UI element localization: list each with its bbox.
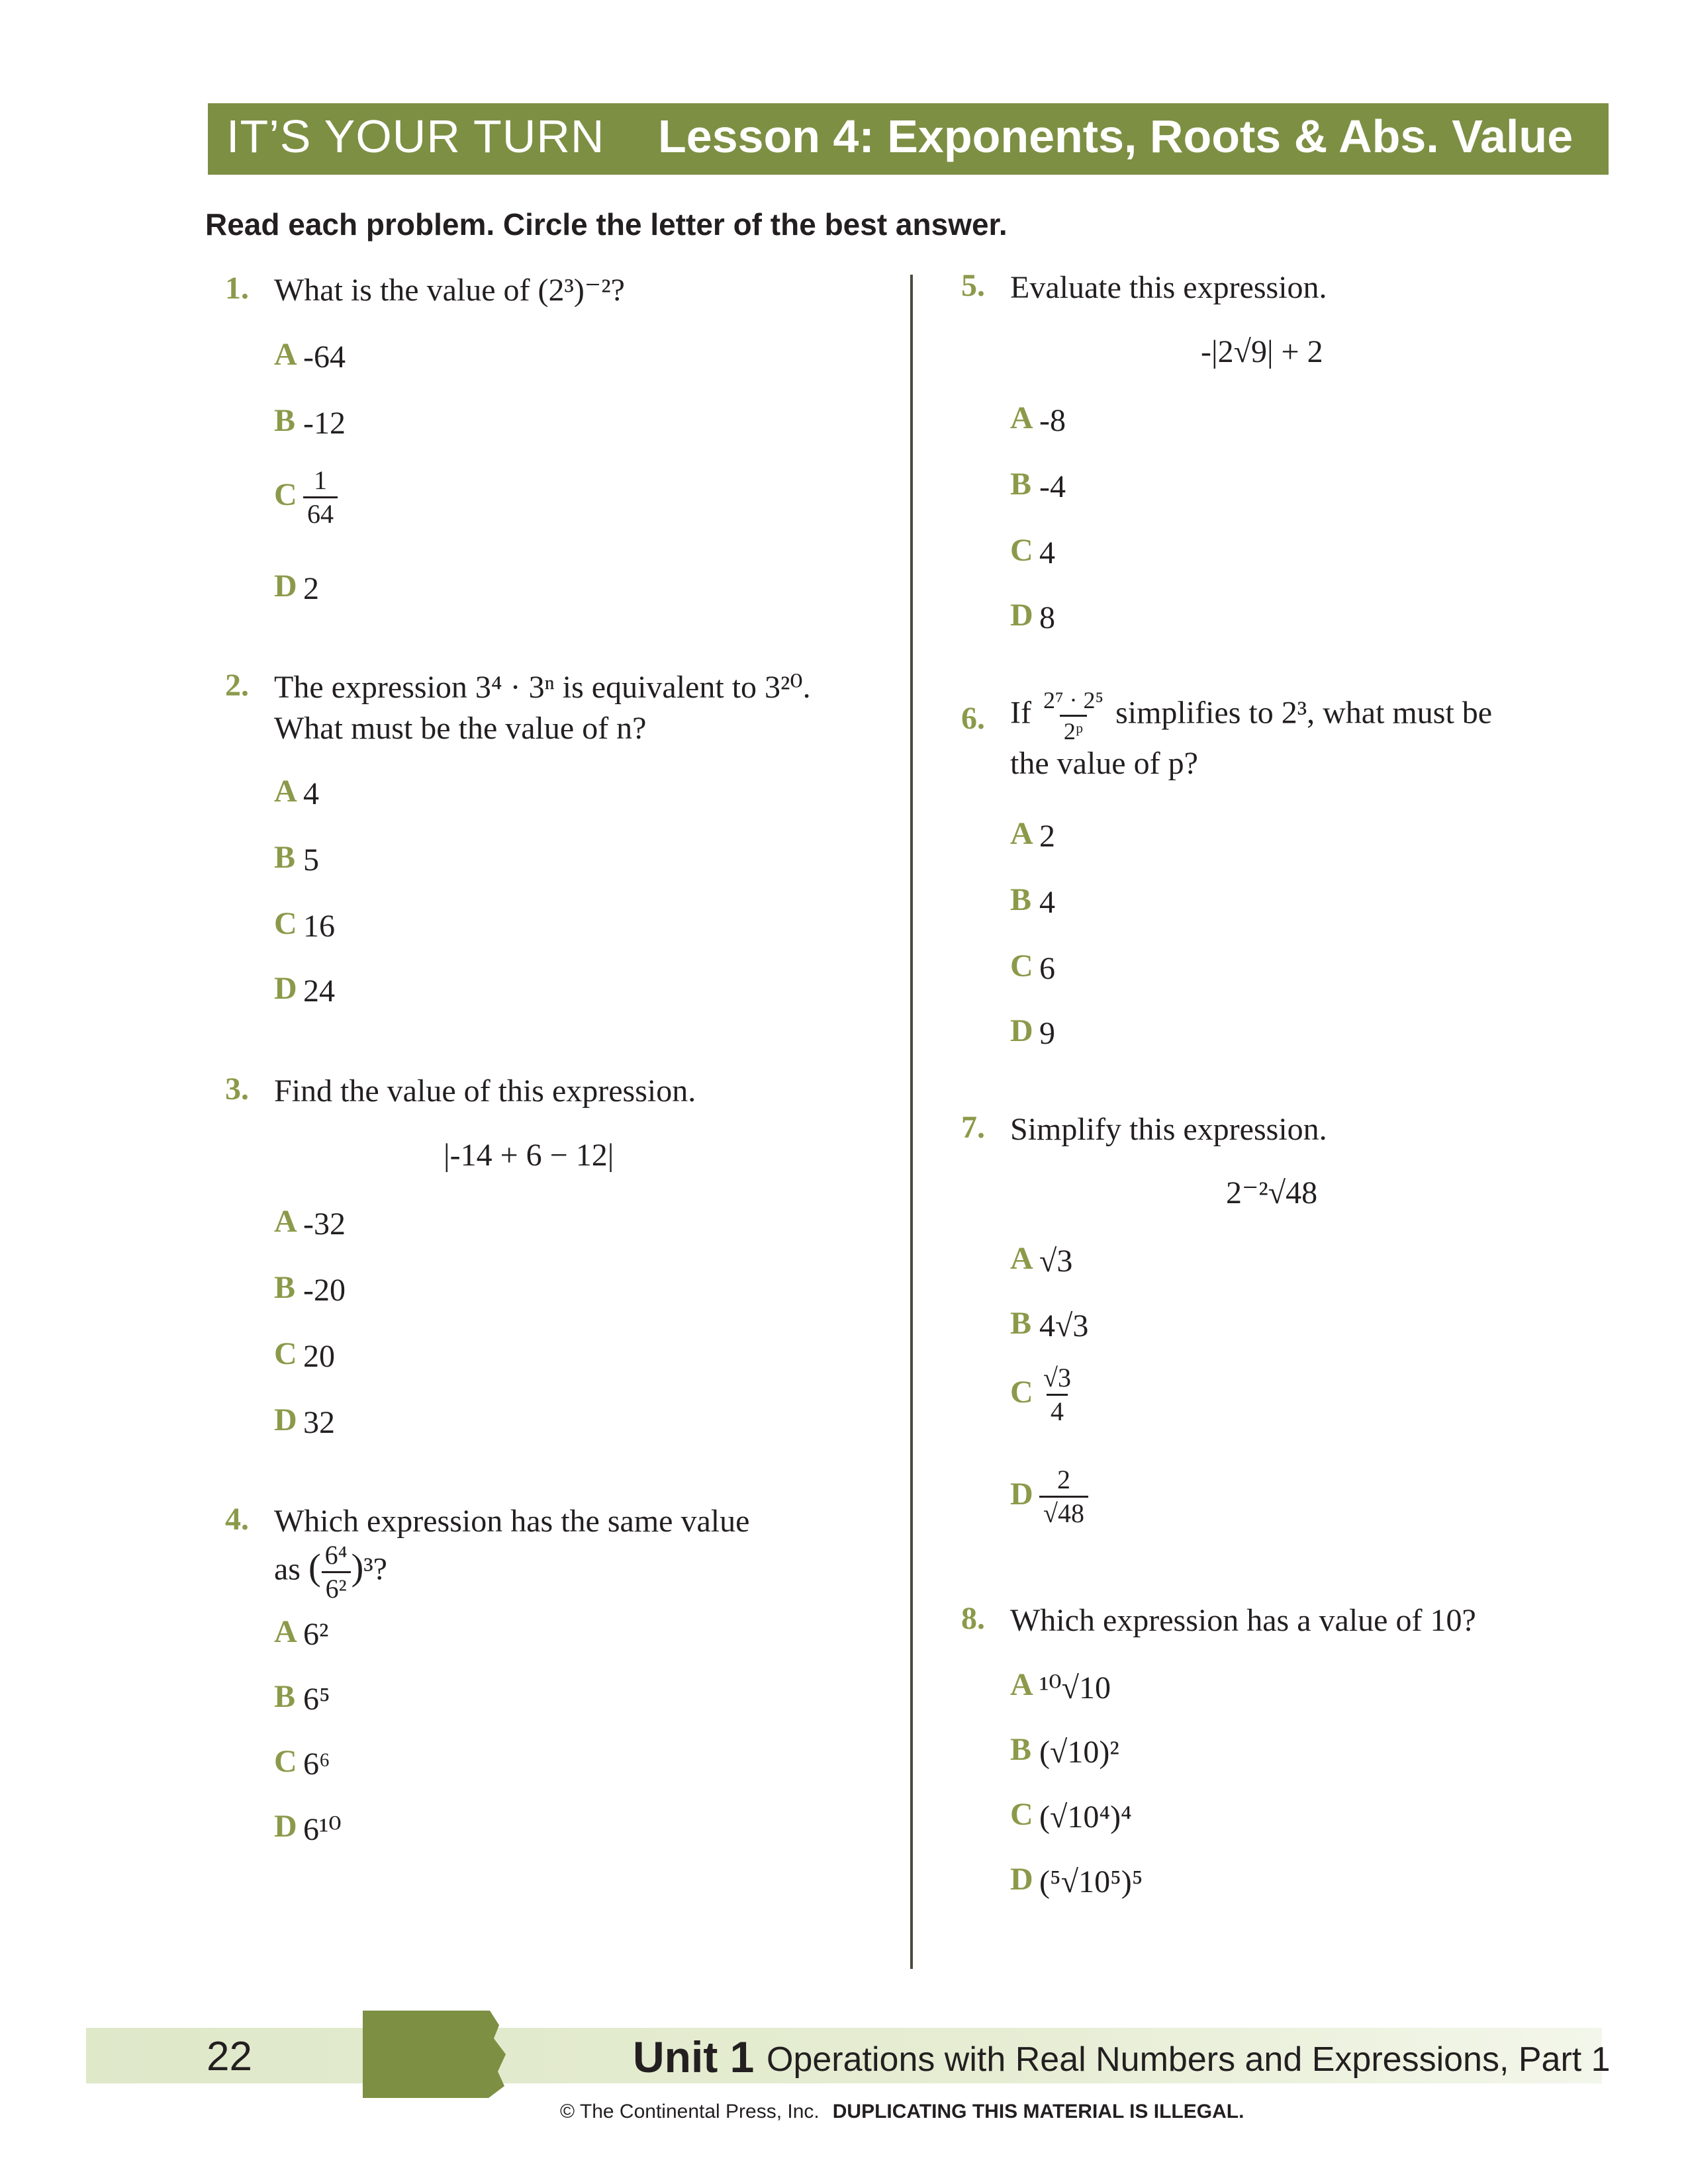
fraction: $\frac{√3}{4}$	[1043, 1363, 1071, 1426]
option-c[interactable]: C (√10⁴)⁴	[1010, 1797, 1132, 1835]
option-c[interactable]: C $\frac{√3}{4}$	[1010, 1365, 1075, 1425]
option-b[interactable]: B 5	[274, 840, 319, 878]
option-d[interactable]: D 9	[1010, 1013, 1055, 1052]
question-number: 4.	[225, 1502, 249, 1537]
option-c[interactable]: C 6⁶	[274, 1744, 330, 1782]
option-b[interactable]: B (√10)²	[1010, 1732, 1119, 1770]
question-number: 2.	[225, 668, 249, 703]
option-c[interactable]: C 20	[274, 1336, 335, 1375]
option-b[interactable]: B 4	[1010, 882, 1055, 921]
question-stem: What is the value of (2³)⁻²?	[274, 273, 625, 308]
lesson-banner	[208, 103, 1609, 175]
question-stem: Find the value of this expression.	[274, 1073, 696, 1109]
option-a[interactable]: A 2	[1010, 816, 1055, 854]
page-number: 22	[207, 2034, 252, 2079]
option-a[interactable]: A ¹⁰√10	[1010, 1667, 1111, 1706]
fraction: $\frac{\text{2⁷ · 2⁵}}{\text{2ᵖ}}$	[1043, 687, 1104, 745]
legal-notice: DUPLICATING THIS MATERIAL IS ILLEGAL.	[832, 2101, 1244, 2122]
question-number: 3.	[225, 1071, 249, 1107]
option-b[interactable]: B 4√3	[1010, 1306, 1089, 1344]
question-number: 7.	[961, 1110, 985, 1145]
instructions: Read each problem. Circle the letter of the best answer.	[205, 207, 1008, 242]
expression: 2⁻²√48	[1226, 1175, 1318, 1210]
question-stem: Which expression has a value of 10?	[1010, 1603, 1476, 1638]
unit-title: Operations with Real Numbers and Expressions, Part 1	[767, 2040, 1611, 2079]
copyright-line	[560, 2101, 1244, 2123]
fraction: $\frac{\text{6⁴}}{\text{6²}}$	[321, 1542, 352, 1602]
option-d[interactable]: D 6¹⁰	[274, 1809, 342, 1847]
question-number: 6.	[961, 701, 985, 736]
expression: |-14 + 6 − 12|	[444, 1138, 614, 1173]
option-b[interactable]: B -4	[1010, 467, 1066, 505]
option-a[interactable]: A -32	[274, 1204, 346, 1242]
fraction: $\frac{2}{√48}$	[1039, 1467, 1088, 1527]
option-a[interactable]: A √3	[1010, 1241, 1073, 1279]
column-divider	[910, 275, 913, 1969]
lesson-title: Lesson 4: Exponents, Roots & Abs. Value	[658, 111, 1573, 162]
question-number: 1.	[225, 271, 249, 306]
option-a[interactable]: A 4	[274, 774, 319, 812]
option-c[interactable]: C 4	[1010, 533, 1055, 571]
option-d[interactable]: D (⁵√10⁵)⁵	[1010, 1862, 1143, 1900]
question-stem: Simplify this expression.	[1010, 1112, 1327, 1147]
state-outline-icon	[357, 2008, 510, 2101]
option-a[interactable]: A -8	[1010, 400, 1066, 439]
option-d[interactable]: D 8	[1010, 598, 1055, 636]
option-c[interactable]: C 6	[1010, 948, 1055, 987]
question-stem: Which expression has the same value as ( $\frac{\text{6⁴}}{\text{6²}}$ )³?	[274, 1504, 750, 1604]
option-d[interactable]: D $\frac{2}{√48}$	[1010, 1467, 1088, 1527]
question-stem: The expression 3⁴ · 3ⁿ is equivalent to 3²⁰. What must be the value of n?	[274, 670, 811, 746]
option-b[interactable]: B 6⁵	[274, 1679, 330, 1717]
question-number: 5.	[961, 268, 985, 303]
expression: -|2√9| + 2	[1201, 334, 1323, 369]
option-d[interactable]: D 2	[274, 569, 319, 607]
copyright: © The Continental Press, Inc.	[560, 2101, 820, 2122]
option-b[interactable]: B -20	[274, 1270, 346, 1308]
option-d[interactable]: D 24	[274, 971, 335, 1009]
banner-tag: IT’S YOUR TURN	[226, 111, 605, 162]
question-stem: Evaluate this expression.	[1010, 270, 1327, 305]
question-stem: If $\frac{\text{2⁷ · 2⁵}}{\text{2ᵖ}}$ simplifies to 2³, what must be the value of p?	[1010, 687, 1493, 781]
option-c[interactable]: C 16	[274, 906, 335, 944]
unit-label: Unit 1	[633, 2032, 755, 2081]
fraction: $\frac{1}{64}$	[303, 467, 338, 527]
question-number: 8.	[961, 1601, 985, 1636]
option-a[interactable]: A 6²	[274, 1614, 329, 1653]
option-c[interactable]: C $\frac{1}{64}$	[274, 467, 338, 527]
option-a[interactable]: A -64	[274, 337, 346, 375]
option-b[interactable]: B -12	[274, 403, 346, 441]
option-d[interactable]: D 32	[274, 1402, 335, 1441]
